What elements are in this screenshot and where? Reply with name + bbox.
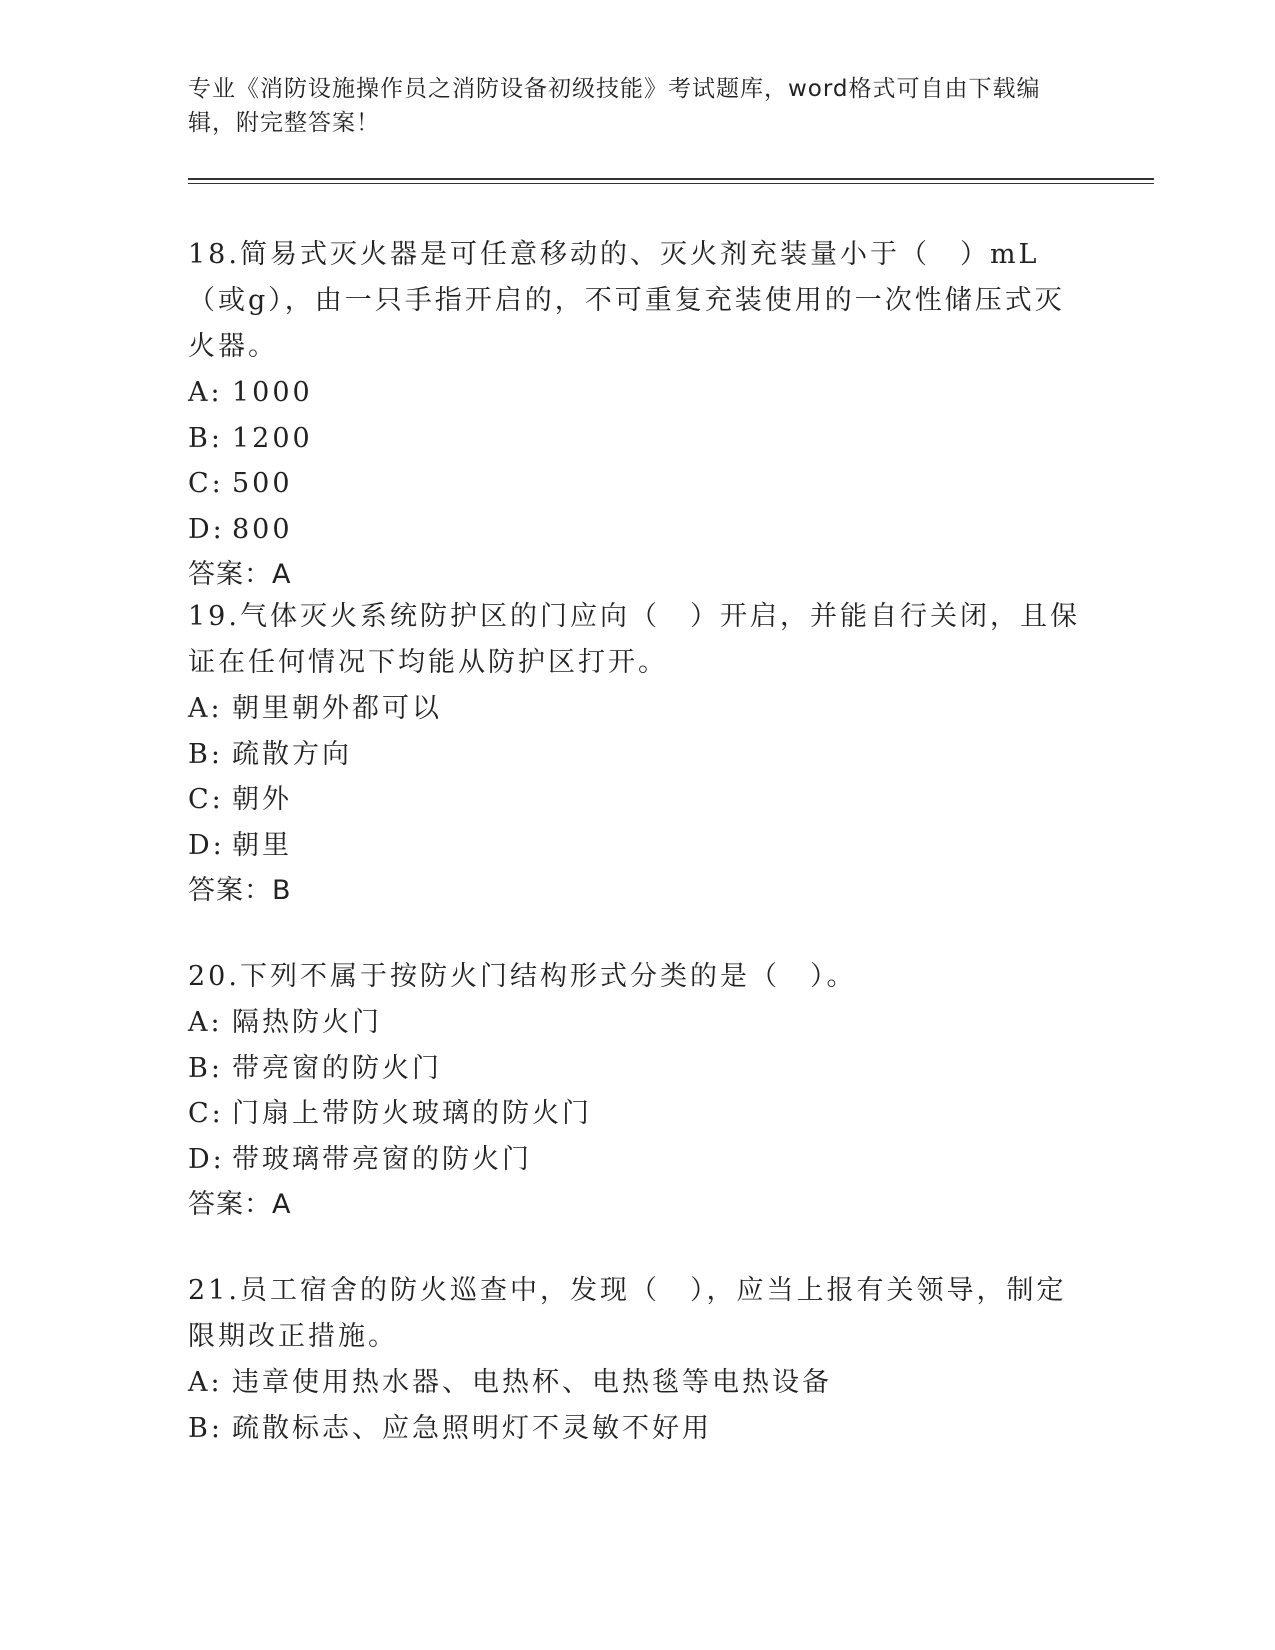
- question-stem: 21.员工宿舍的防火巡查中，发现（ ），应当上报有关领导，制定限期改正措施。: [188, 1275, 1067, 1352]
- option-letter: C:: [188, 468, 224, 499]
- option-c: [188, 461, 1088, 507]
- option-letter: B:: [188, 422, 223, 454]
- question-stem: 20.下列不属于按防火门结构形式分类的是（ ）。: [188, 961, 857, 992]
- option-a: [188, 1000, 1088, 1046]
- option-letter: A:: [188, 1007, 223, 1038]
- option-b: [188, 416, 1088, 462]
- option-letter: D:: [188, 1143, 225, 1175]
- option-text: 带玻璃带亮窗的防火门: [232, 1143, 532, 1175]
- option-letter: D:: [188, 513, 225, 545]
- option-a: [188, 1360, 1088, 1406]
- question-18: [188, 232, 1088, 598]
- question-stem: 18.简易式灭火器是可任意移动的、灭火剂充装量小于（ ）mL（或g），由一只手指开启的，不可重复充装使用的一次性储压式灭火器。: [188, 239, 1065, 362]
- option-letter: A:: [188, 693, 223, 724]
- option-text: 隔热防火门: [232, 1007, 382, 1038]
- document-header: 专业《消防设施操作员之消防设备初级技能》考试题库，word格式可自由下载编辑，附完整答案！: [188, 76, 1041, 136]
- option-b: [188, 1046, 1088, 1092]
- question-19: [188, 594, 1088, 914]
- option-d: [188, 823, 1088, 869]
- option-text: 1200: [232, 422, 313, 454]
- option-letter: C:: [188, 784, 224, 815]
- option-text: 朝外: [232, 784, 292, 815]
- option-a: [188, 686, 1088, 732]
- option-text: 朝里: [232, 829, 292, 861]
- header-divider-thin: [188, 183, 1154, 184]
- option-text: 门扇上带防火玻璃的防火门: [232, 1098, 592, 1129]
- option-letter: B:: [188, 1052, 223, 1084]
- header-divider-thick: [188, 178, 1154, 180]
- option-b: [188, 1406, 1088, 1452]
- answer-line: 答案：B: [188, 875, 292, 906]
- option-d: [188, 1137, 1088, 1183]
- option-d: [188, 507, 1088, 553]
- option-text: 500: [232, 468, 293, 499]
- option-letter: D:: [188, 829, 225, 861]
- option-text: 朝里朝外都可以: [232, 693, 442, 724]
- option-text: 带亮窗的防火门: [232, 1052, 442, 1084]
- option-text: 800: [232, 513, 293, 545]
- option-letter: C:: [188, 1098, 224, 1129]
- option-c: [188, 1091, 1088, 1137]
- answer-line: 答案：A: [188, 559, 292, 590]
- option-text: 疏散标志、应急照明灯不灵敏不好用: [232, 1412, 712, 1444]
- option-letter: A:: [188, 1367, 223, 1398]
- option-c: [188, 777, 1088, 823]
- question-stem: 19.气体灭火系统防护区的门应向（ ）开启，并能自行关闭，且保证在任何情况下均能从防护区打开。: [188, 601, 1080, 678]
- option-letter: B:: [188, 1412, 223, 1444]
- option-text: 违章使用热水器、电热杯、电热毯等电热设备: [232, 1367, 832, 1398]
- option-text: 疏散方向: [232, 738, 352, 770]
- option-letter: A:: [188, 377, 223, 408]
- option-letter: B:: [188, 738, 223, 770]
- question-20: [188, 954, 1088, 1228]
- option-text: 1000: [232, 377, 313, 408]
- option-b: [188, 732, 1088, 778]
- answer-line: 答案：A: [188, 1189, 292, 1220]
- question-21: [188, 1268, 1088, 1451]
- option-a: [188, 370, 1088, 416]
